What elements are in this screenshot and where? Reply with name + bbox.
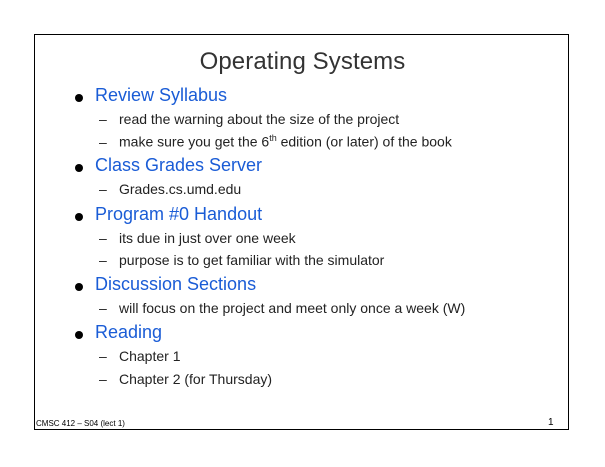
dash: –: [99, 181, 107, 197]
subitem-text: Grades.cs.umd.edu: [119, 181, 242, 197]
dash: –: [99, 133, 107, 150]
dash: –: [99, 371, 107, 387]
subitem: [99, 371, 272, 387]
dash: –: [99, 252, 107, 268]
subitem-text: edition (or later) of the book: [276, 133, 452, 150]
subitem: [99, 348, 180, 364]
page-number: 1: [548, 417, 554, 428]
subitem-text: will focus on the project and meet only once a week (W): [119, 300, 466, 316]
subitem-text: Chapter 2 (for Thursday): [119, 371, 273, 387]
bullet-label: Discussion Sections: [95, 274, 257, 294]
bullet-label: Program #0 Handout: [95, 204, 263, 224]
bullet-dot-icon: [75, 213, 83, 221]
dash: –: [99, 111, 107, 127]
subitem: [99, 181, 241, 197]
subitem: [99, 111, 399, 127]
bullet-label: Review Syllabus: [95, 85, 228, 105]
bullet-dot-icon: [75, 331, 83, 339]
bullet-dot-icon: [75, 164, 83, 172]
slide-title: Operating Systems: [199, 48, 406, 75]
subitem: [99, 230, 296, 246]
bullet-dot-icon: [75, 94, 83, 102]
bullet-label: Reading: [95, 322, 163, 342]
dash: –: [99, 300, 107, 316]
subitem: [99, 133, 452, 150]
footer-course-label: CMSC 412 – S04 (lect 1): [36, 419, 125, 428]
bullet-dot-icon: [75, 283, 83, 291]
subitem-text: read the warning about the size of the project: [119, 111, 400, 127]
subitem: [99, 252, 384, 268]
subitem-sup: th: [269, 133, 277, 143]
bullet-label: Class Grades Server: [95, 155, 263, 175]
subitem-text: purpose is to get familiar with the simulator: [119, 252, 385, 268]
subitem: [99, 300, 465, 316]
subitem-text: make sure you get the 6: [119, 133, 270, 150]
subitem-text: Chapter 1: [119, 348, 181, 364]
subitem-text: its due in just over one week: [119, 230, 296, 246]
dash: –: [99, 348, 107, 364]
dash: –: [99, 230, 107, 246]
